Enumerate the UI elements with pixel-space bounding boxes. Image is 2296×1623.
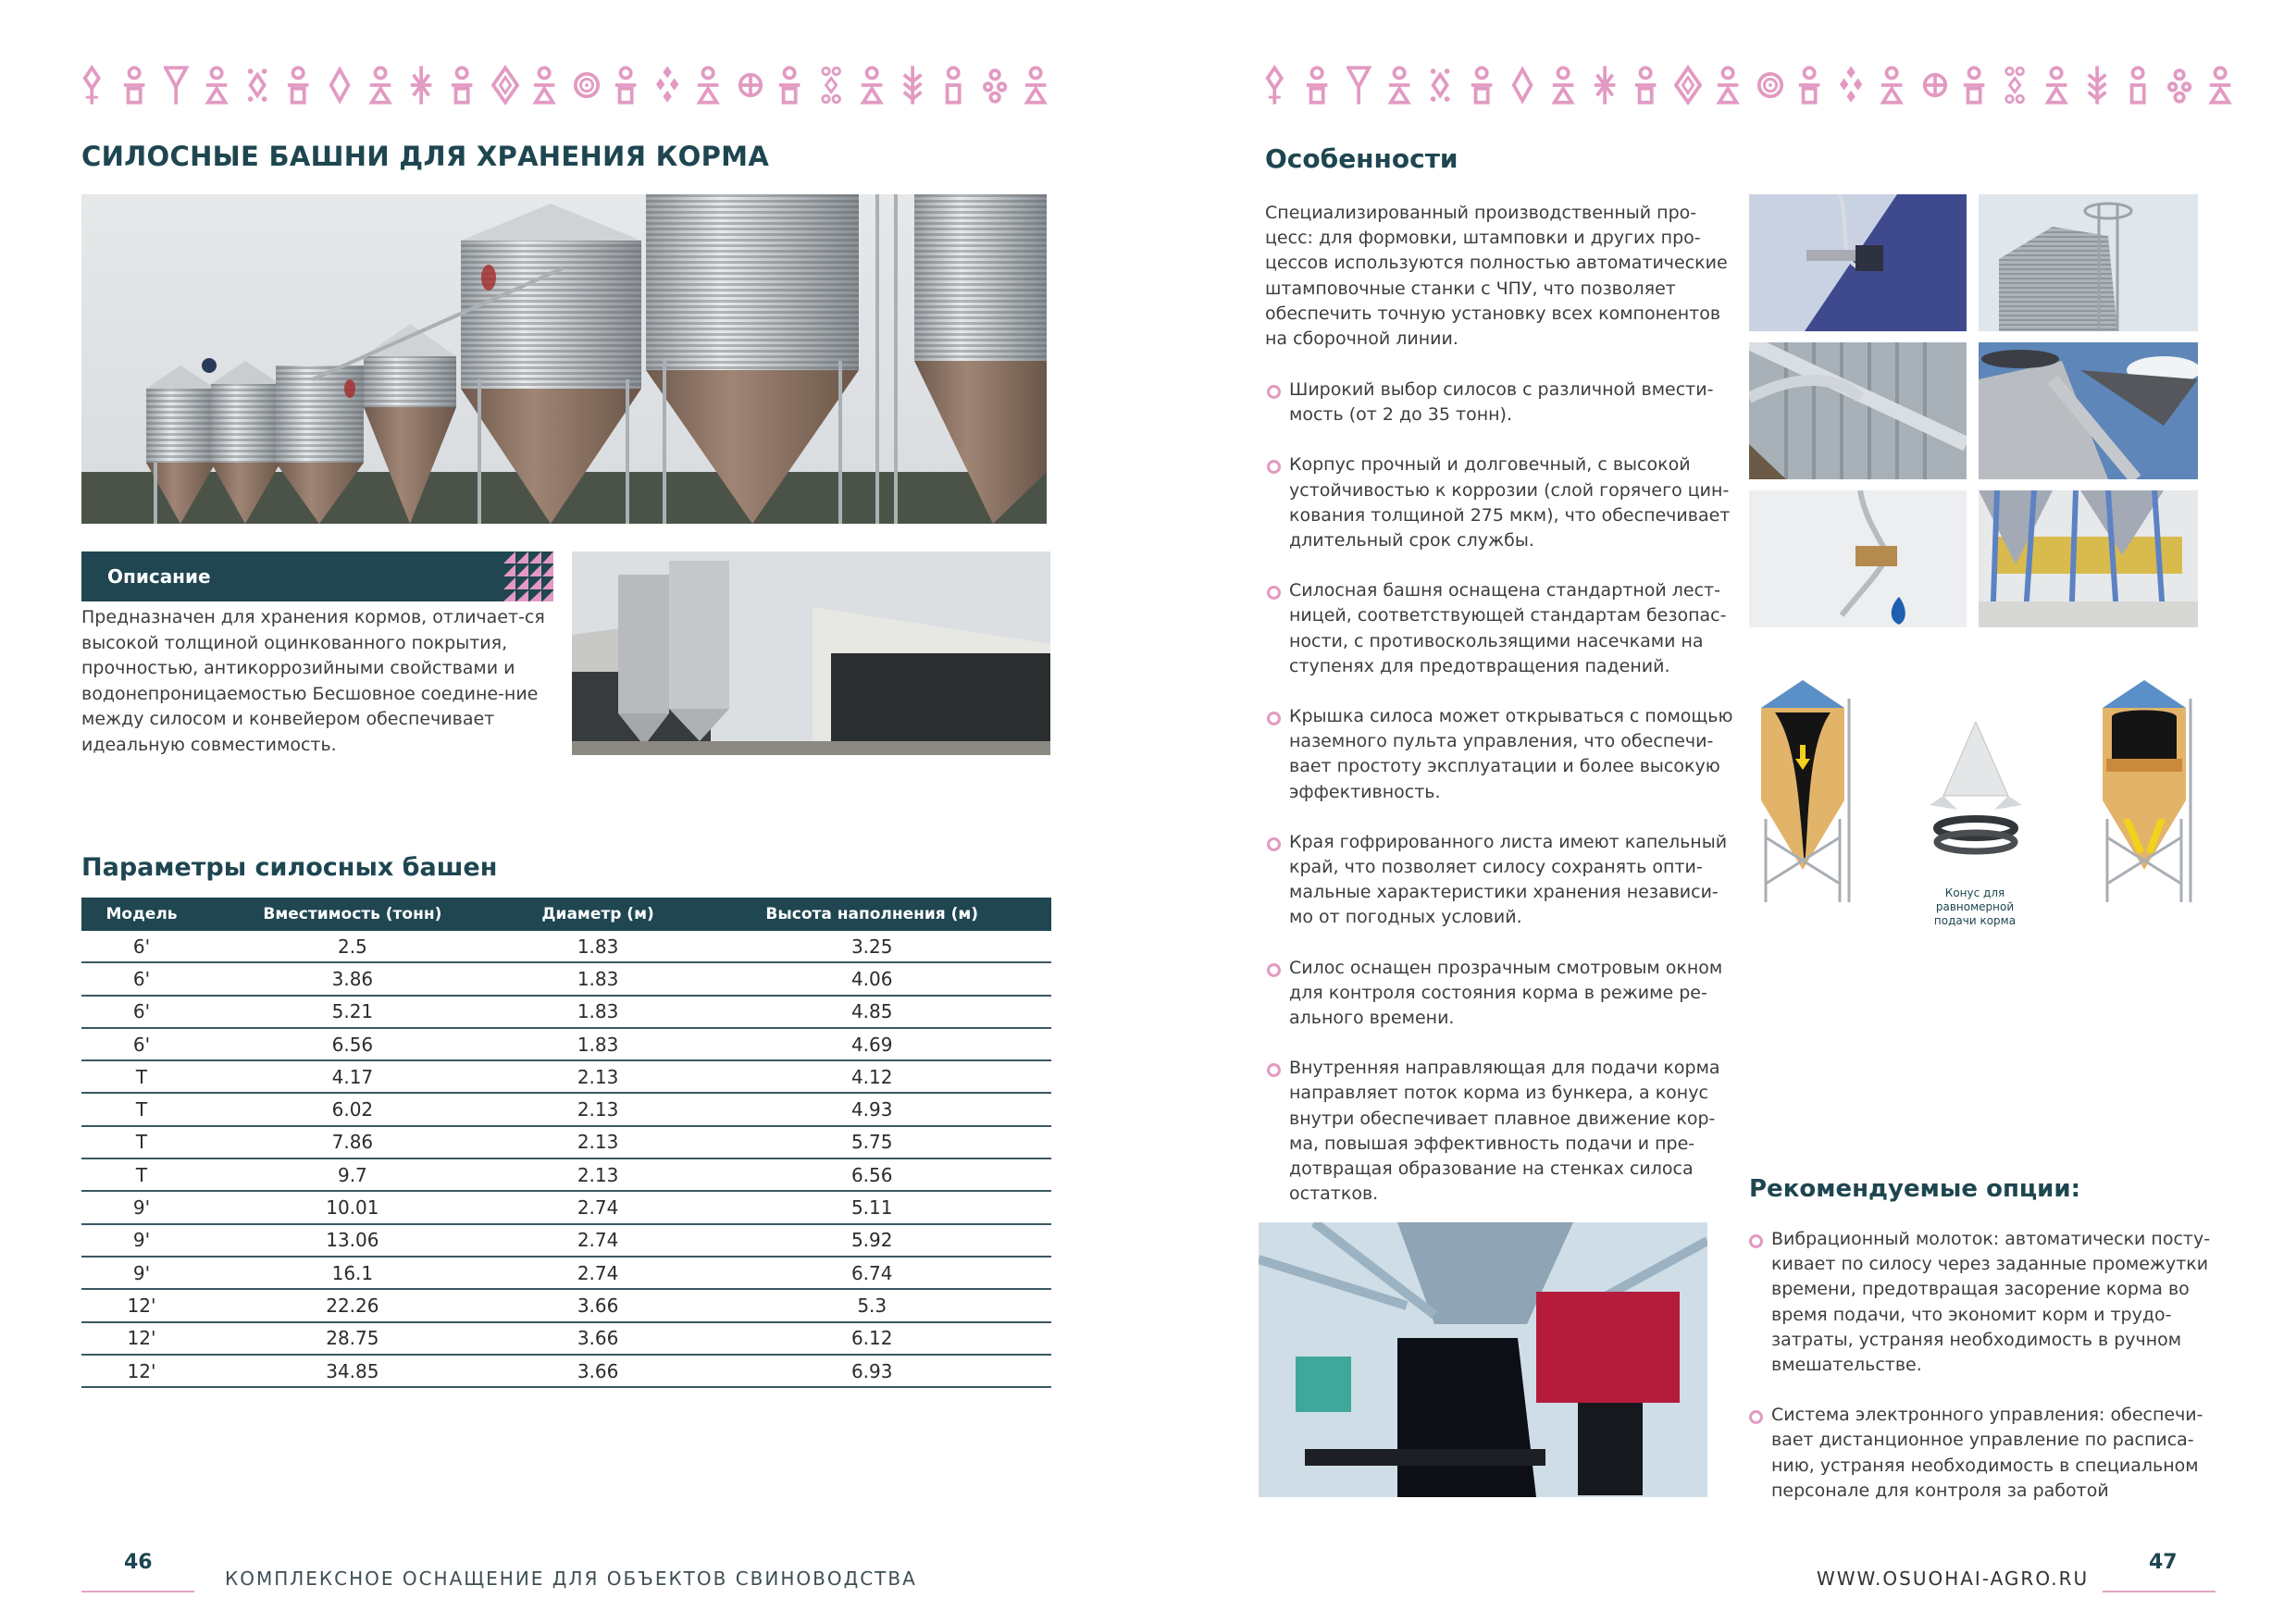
list-item-text: Крышка силоса может открываться с помощью наземного пульта управления, что обеспечи-вает простоту эксплуатации и более высокую эффективность. (1289, 706, 1733, 802)
bullet-ring-icon (1267, 385, 1281, 399)
footer-title: КОМПЛЕКСНОЕ ОСНАЩЕНИЕ ДЛЯ ОБЪЕКТОВ СВИНОВОДСТВА (225, 1567, 917, 1590)
table-cell: 6.12 (692, 1322, 1051, 1355)
table-cell: 12' (81, 1355, 202, 1387)
table-cell: 5.3 (692, 1289, 1051, 1321)
table-cell: 6' (81, 1028, 202, 1060)
table-row (81, 1060, 1051, 1093)
column-header: Вместимость (тонн) (202, 898, 503, 931)
bullet-ring-icon (1749, 1234, 1763, 1248)
table-cell: 4.17 (202, 1060, 503, 1093)
list-item-text: Система электронного управления: обеспечи-вает дистанционное управление по расписа-нию, устраняя необходимость в специальном персонале для контроля за работой (1771, 1405, 2203, 1501)
table-cell: 34.85 (202, 1355, 503, 1387)
ornament-glyph-icon (655, 64, 683, 106)
table-cell: 5.92 (692, 1224, 1051, 1257)
ornament-glyph-icon (205, 64, 232, 106)
features-intro: Специализированный производственный про-цесс: для формовки, штамповки и других про-цессов используются полностью автоматические штамповочные станки с ЧПУ, что позволяет обеспечить точную установку всех компонентов на сборочной линии. (1265, 203, 1728, 350)
list-item-text: Внутренняя направляющая для подачи корма направляет поток корма из бункера, а конус внутри обеспечивает плавное движение кор-ма, повышая эффективность подачи и пре-дотвращая образование на стенках силоса остатков. (1289, 1058, 1720, 1205)
table-cell: 28.75 (202, 1322, 503, 1355)
features-heading: Особенности (1265, 143, 1458, 174)
table-cell: T (81, 1093, 202, 1125)
ornament-glyph-icon (532, 64, 560, 106)
ornament-glyph-icon (614, 64, 641, 106)
list-item-text: Широкий выбор силосов с различной вмести-мость (от 2 до 35 тонн). (1289, 379, 1714, 426)
table-cell: 4.06 (692, 962, 1051, 995)
table-cell: 3.66 (503, 1355, 693, 1387)
ornament-border-right (1264, 63, 2236, 107)
table-cell: 6' (81, 996, 202, 1028)
table-cell: 10.01 (202, 1191, 503, 1223)
ornament-glyph-icon (2208, 64, 2236, 106)
table-cell: 6' (81, 962, 202, 995)
list-item-text: Края гофрированного листа имеют капельный край, что позволяет силосу сохранять опти-мальные характеристики хранения независи-мо от погодных условий. (1289, 831, 1728, 928)
silos-building-photo (572, 551, 1050, 755)
table-cell: 4.69 (692, 1028, 1051, 1060)
ornament-glyph-icon (573, 64, 601, 106)
bullet-ring-icon (1267, 1063, 1281, 1077)
ornament-glyph-icon (328, 64, 355, 106)
bullet-ring-icon (1267, 712, 1281, 725)
ornament-glyph-icon (122, 64, 150, 106)
silo-supports-photo (1979, 490, 2198, 627)
list-item (1267, 704, 1737, 805)
table-cell: 2.13 (503, 1060, 693, 1093)
table-cell: 9' (81, 1257, 202, 1289)
triangle-pattern-icon (503, 551, 553, 601)
table-cell: 1.83 (503, 931, 693, 962)
table-cell: 6.74 (692, 1257, 1051, 1289)
table-cell: 22.26 (202, 1289, 503, 1321)
table-row (81, 1224, 1051, 1257)
features-list (1267, 378, 1737, 1207)
bullet-ring-icon (1267, 963, 1281, 977)
ornament-glyph-icon (2126, 64, 2153, 106)
table-row (81, 1191, 1051, 1223)
ornament-glyph-icon (450, 64, 478, 106)
bullet-ring-icon (1267, 586, 1281, 600)
ornament-glyph-icon (1674, 64, 1702, 106)
options-list (1749, 1227, 2232, 1504)
table-cell: 4.85 (692, 996, 1051, 1028)
table-cell: 2.74 (503, 1257, 693, 1289)
cone-caption: Конус для равномерной подачи корма (1933, 886, 2017, 927)
ornament-glyph-icon (983, 64, 1011, 106)
list-item-text: Силос оснащен прозрачным смотровым окном для контроля состояния корма в режиме ре-ального времени. (1289, 957, 1723, 1029)
page-number-left: 46 (124, 1551, 153, 1574)
ornament-glyph-icon (1024, 64, 1051, 106)
page-title: СИЛОСНЫЕ БАШНИ ДЛЯ ХРАНЕНИЯ КОРМА (81, 141, 770, 172)
description-text: Предназначен для хранения кормов, отличает-ся высокой толщиной оцинкованного покрытия, прочностью, антикоррозийными свойствами и водонепроницаемостью Бесшовное соедине-ние между силосом и конвейером обеспечивает идеальную совместимость. (81, 607, 545, 755)
table-cell: 4.93 (692, 1093, 1051, 1125)
silo-top-ladder-photo (1979, 194, 2198, 331)
page-number-underline-left (81, 1591, 194, 1592)
ornament-glyph-icon (1756, 64, 1784, 106)
ornament-glyph-icon (1428, 64, 1456, 106)
ornament-border-left (81, 63, 1051, 107)
table-row (81, 1257, 1051, 1289)
ornament-glyph-icon (1387, 64, 1415, 106)
list-item (1267, 578, 1737, 679)
table-cell: 12' (81, 1322, 202, 1355)
table-cell: T (81, 1126, 202, 1158)
ornament-glyph-icon (2085, 64, 2113, 106)
table-cell: 6.56 (692, 1158, 1051, 1191)
ornament-glyph-icon (2044, 64, 2072, 106)
ornament-glyph-icon (164, 64, 192, 106)
table-cell: 12' (81, 1289, 202, 1321)
table-cell: 4.12 (692, 1060, 1051, 1093)
bullet-ring-icon (1267, 837, 1281, 851)
bullet-ring-icon (1267, 460, 1281, 474)
ornament-glyph-icon (1593, 64, 1620, 106)
table-cell: 3.66 (503, 1322, 693, 1355)
ornament-glyph-icon (1264, 64, 1292, 106)
table-cell: 7.86 (202, 1126, 503, 1158)
table-cell: 6.56 (202, 1028, 503, 1060)
ornament-glyph-icon (1551, 64, 1579, 106)
table-cell: 6' (81, 931, 202, 962)
silos-row-photo (81, 194, 1047, 524)
table-cell: 5.11 (692, 1191, 1051, 1223)
table-cell: 3.86 (202, 962, 503, 995)
list-item (1267, 378, 1737, 427)
ornament-glyph-icon (696, 64, 724, 106)
list-item-text: Корпус прочный и долговечный, с высокой устойчивостью к коррозии (слой горячего цин-кования толщиной 275 мкм), что обеспечивает длительный срок службы. (1289, 454, 1731, 551)
params-table (81, 898, 1051, 1388)
table-cell: 2.13 (503, 1158, 693, 1191)
table-cell: 2.13 (503, 1126, 693, 1158)
description-header-bar (81, 551, 553, 601)
list-item (1267, 452, 1737, 553)
table-row (81, 1322, 1051, 1355)
table-cell: 16.1 (202, 1257, 503, 1289)
ornament-glyph-icon (777, 64, 805, 106)
list-item (1267, 956, 1737, 1032)
list-item-text: Вибрационный молоток: автоматически посту-кивает по силосу через заданные промежутки времени, предотвращая засорение корма во время подачи, что экономит корм и трудо-затраты, устраняя необходимость в ручном вмешательстве. (1771, 1229, 2211, 1376)
table-cell: 2.74 (503, 1224, 693, 1257)
ornament-glyph-icon (1347, 64, 1374, 106)
table-cell: 9' (81, 1191, 202, 1223)
ornament-glyph-icon (286, 64, 314, 106)
table-cell: 2.74 (503, 1191, 693, 1223)
table-cell: 5.21 (202, 996, 503, 1028)
table-cell: 5.75 (692, 1126, 1051, 1158)
table-cell: 3.25 (692, 931, 1051, 962)
silo-frame-photo (1749, 342, 1967, 479)
table-cell: 2.13 (503, 1093, 693, 1125)
ornament-glyph-icon (2167, 64, 2195, 106)
ornament-glyph-icon (819, 64, 847, 106)
ornament-glyph-icon (1880, 64, 1907, 106)
ornament-glyph-icon (1921, 64, 1949, 106)
table-cell: 13.06 (202, 1224, 503, 1257)
table-cell: 9.7 (202, 1158, 503, 1191)
distribution-cone-image (1930, 722, 2022, 856)
motor-auger-photo (1259, 1222, 1707, 1497)
ornament-glyph-icon (1470, 64, 1497, 106)
ornament-glyph-icon (941, 64, 969, 106)
table-row (81, 1289, 1051, 1321)
drip-edge-photo (1749, 490, 1967, 627)
ornament-glyph-icon (860, 64, 887, 106)
silo-funnel-flow-diagram (1752, 680, 1863, 902)
ornament-glyph-icon (1716, 64, 1744, 106)
ornament-glyph-icon (409, 64, 437, 106)
table-row (81, 1028, 1051, 1060)
footer-url: WWW.OSUOHAI-AGRO.RU (1817, 1567, 2090, 1590)
table-cell: 6.02 (202, 1093, 503, 1125)
table-cell: 9' (81, 1224, 202, 1257)
table-cell: 6.93 (692, 1355, 1051, 1387)
ornament-glyph-icon (1510, 64, 1538, 106)
silo-mass-flow-diagram (2093, 680, 2204, 902)
list-item (1267, 830, 1737, 931)
ornament-glyph-icon (81, 64, 109, 106)
table-row (81, 1158, 1051, 1191)
description-heading: Описание (107, 565, 211, 588)
table-row (81, 996, 1051, 1028)
table-row (81, 1126, 1051, 1158)
table-cell: 1.83 (503, 996, 693, 1028)
table-cell: 2.5 (202, 931, 503, 962)
silo-lid-auger-photo (1979, 342, 2198, 479)
table-cell: 1.83 (503, 962, 693, 995)
page-number-right: 47 (2149, 1551, 2178, 1574)
ornament-glyph-icon (245, 64, 273, 106)
ornament-glyph-icon (1797, 64, 1825, 106)
table-cell: 3.66 (503, 1289, 693, 1321)
table-header-row (81, 898, 1051, 931)
list-item (1749, 1227, 2232, 1378)
ornament-glyph-icon (1305, 64, 1333, 106)
column-header: Высота наполнения (м) (692, 898, 1051, 931)
table-row (81, 1355, 1051, 1387)
ornament-glyph-icon (491, 64, 519, 106)
page-number-underline-right (2103, 1591, 2215, 1592)
options-heading: Рекомендуемые опции: (1749, 1175, 2081, 1203)
column-header: Диаметр (м) (503, 898, 693, 931)
ornament-glyph-icon (1962, 64, 1990, 106)
ornament-glyph-icon (737, 64, 764, 106)
ornament-glyph-icon (900, 64, 928, 106)
table-row (81, 962, 1051, 995)
table-cell: T (81, 1060, 202, 1093)
vibration-sensor-photo (1749, 194, 1967, 331)
list-item-text: Силосная башня оснащена стандартной лест-ницей, соответствующей стандартам безопас-ности, с противоскользящими насечками на ступенях для предотвращения падений. (1289, 580, 1727, 676)
bullet-ring-icon (1749, 1410, 1763, 1424)
table-row (81, 931, 1051, 962)
ornament-glyph-icon (2003, 64, 2030, 106)
list-item (1267, 1056, 1737, 1207)
table-cell: 1.83 (503, 1028, 693, 1060)
table-cell: T (81, 1158, 202, 1191)
params-heading: Параметры силосных башен (81, 853, 498, 882)
table-row (81, 1093, 1051, 1125)
column-header: Модель (81, 898, 202, 931)
ornament-glyph-icon (368, 64, 396, 106)
ornament-glyph-icon (1633, 64, 1661, 106)
list-item (1749, 1403, 2232, 1504)
ornament-glyph-icon (1839, 64, 1867, 106)
